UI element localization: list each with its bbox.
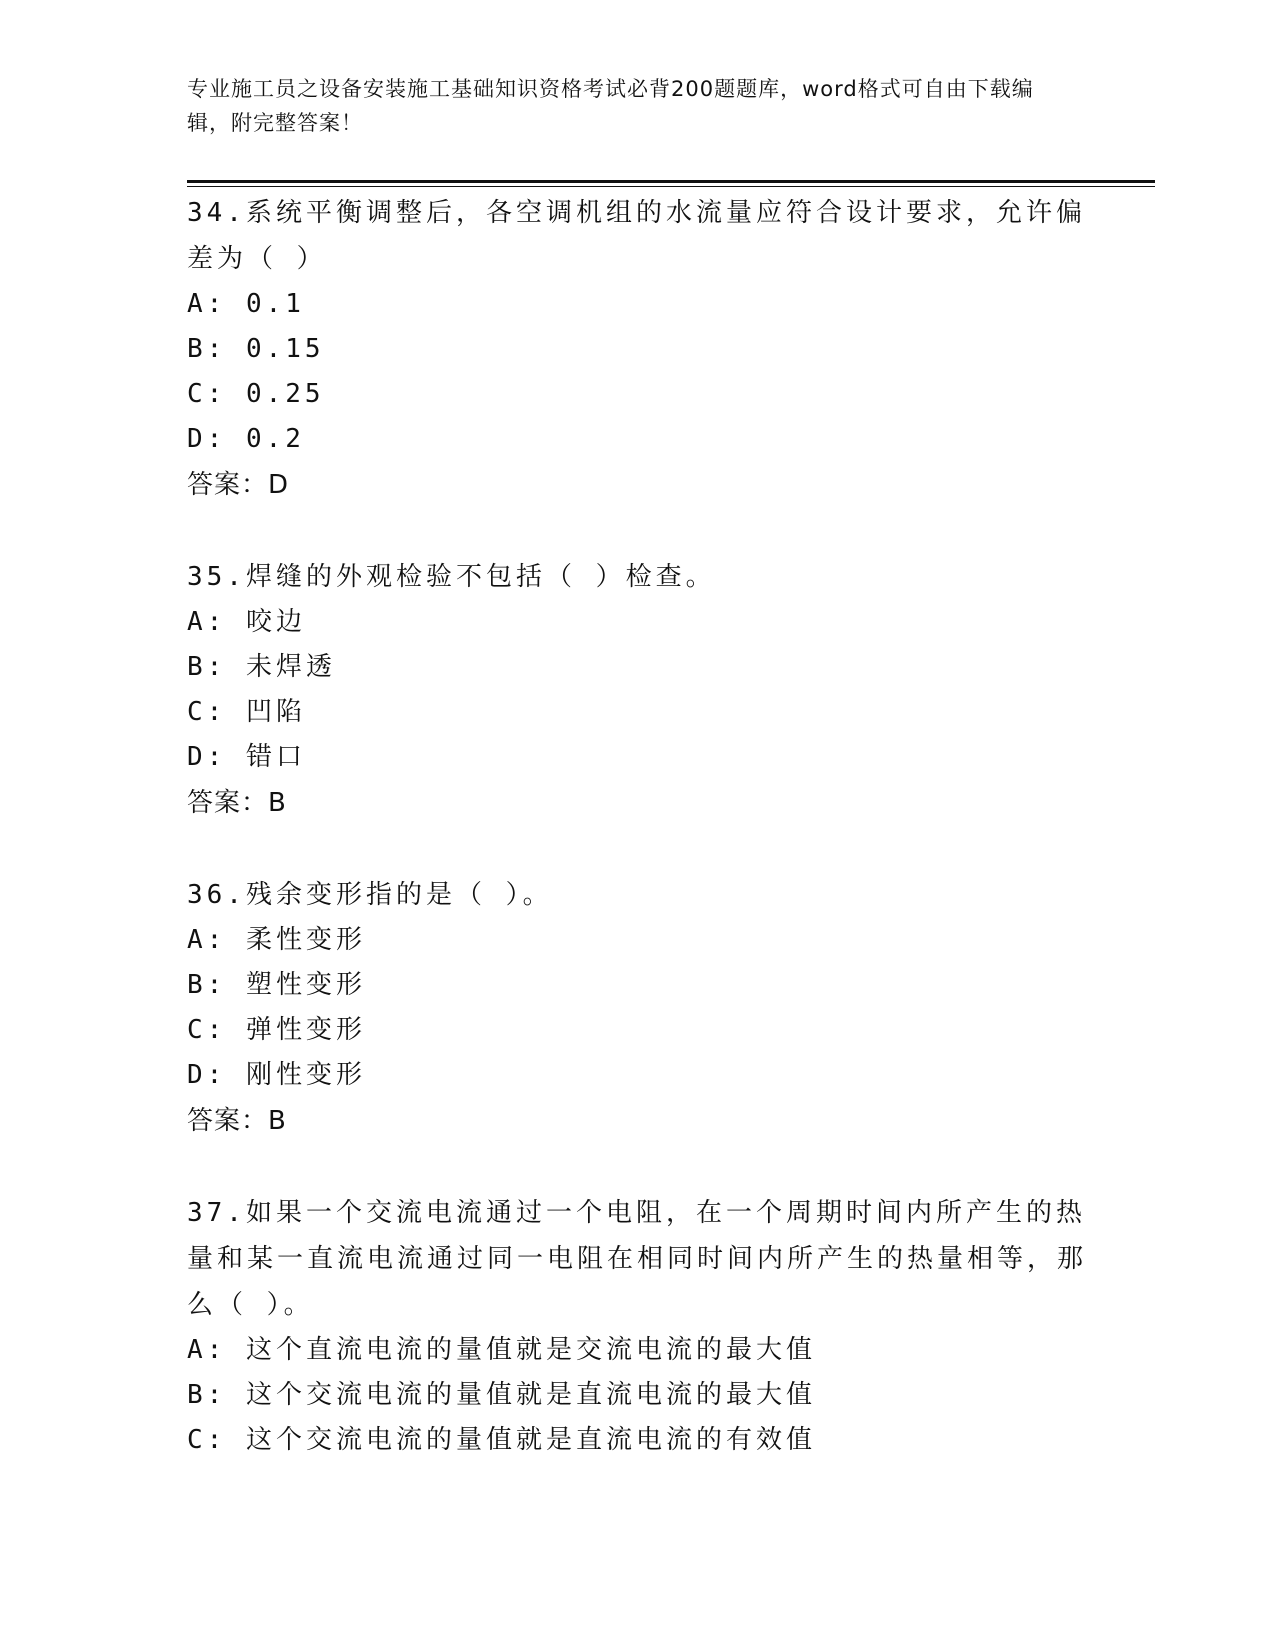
option-a: A: 柔性变形: [187, 925, 366, 955]
document-header: 专业施工员之设备安装施工基础知识资格考试必背200题题库，word格式可自由下载编辑，附完整答案！: [187, 77, 1034, 135]
question-stem: 35.焊缝的外观检验不包括（ ）检查。: [187, 562, 716, 592]
option-b: B: 0.15: [187, 334, 325, 364]
option-a: A: 咬边: [187, 607, 306, 637]
header-rule-thick: [187, 180, 1155, 183]
option-c: C: 这个交流电流的量值就是直流电流的有效值: [187, 1425, 816, 1455]
question-list: [187, 190, 1087, 1509]
option-b: B: 塑性变形: [187, 970, 366, 1000]
answer: 答案：D: [187, 470, 290, 500]
header-rule-thin: [187, 186, 1155, 187]
question-37: [187, 1190, 1087, 1463]
option-b: B: 这个交流电流的量值就是直流电流的最大值: [187, 1380, 816, 1410]
option-d: D: 刚性变形: [187, 1060, 366, 1090]
option-c: C: 弹性变形: [187, 1015, 366, 1045]
option-c: C: 凹陷: [187, 697, 306, 727]
option-d: D: 0.2: [187, 424, 305, 454]
question-stem: 37.如果一个交流电流通过一个电阻，在一个周期时间内所产生的热量和某一直流电流通过同一电阻在相同时间内所产生的热量相等，那么（ ）。: [187, 1198, 1088, 1320]
option-a: A: 这个直流电流的量值就是交流电流的最大值: [187, 1335, 816, 1365]
question-36: [187, 872, 1087, 1144]
option-a: A: 0.1: [187, 289, 305, 319]
question-34: [187, 190, 1087, 508]
question-stem: 36.残余变形指的是（ ）。: [187, 880, 553, 910]
option-c: C: 0.25: [187, 379, 325, 409]
question-stem: 34.系统平衡调整后，各空调机组的水流量应符合设计要求，允许偏差为（ ）: [187, 198, 1086, 274]
option-b: B: 未焊透: [187, 652, 336, 682]
answer: 答案：B: [187, 788, 287, 818]
question-35: [187, 554, 1087, 826]
answer: 答案：B: [187, 1106, 287, 1136]
option-d: D: 错口: [187, 742, 306, 772]
